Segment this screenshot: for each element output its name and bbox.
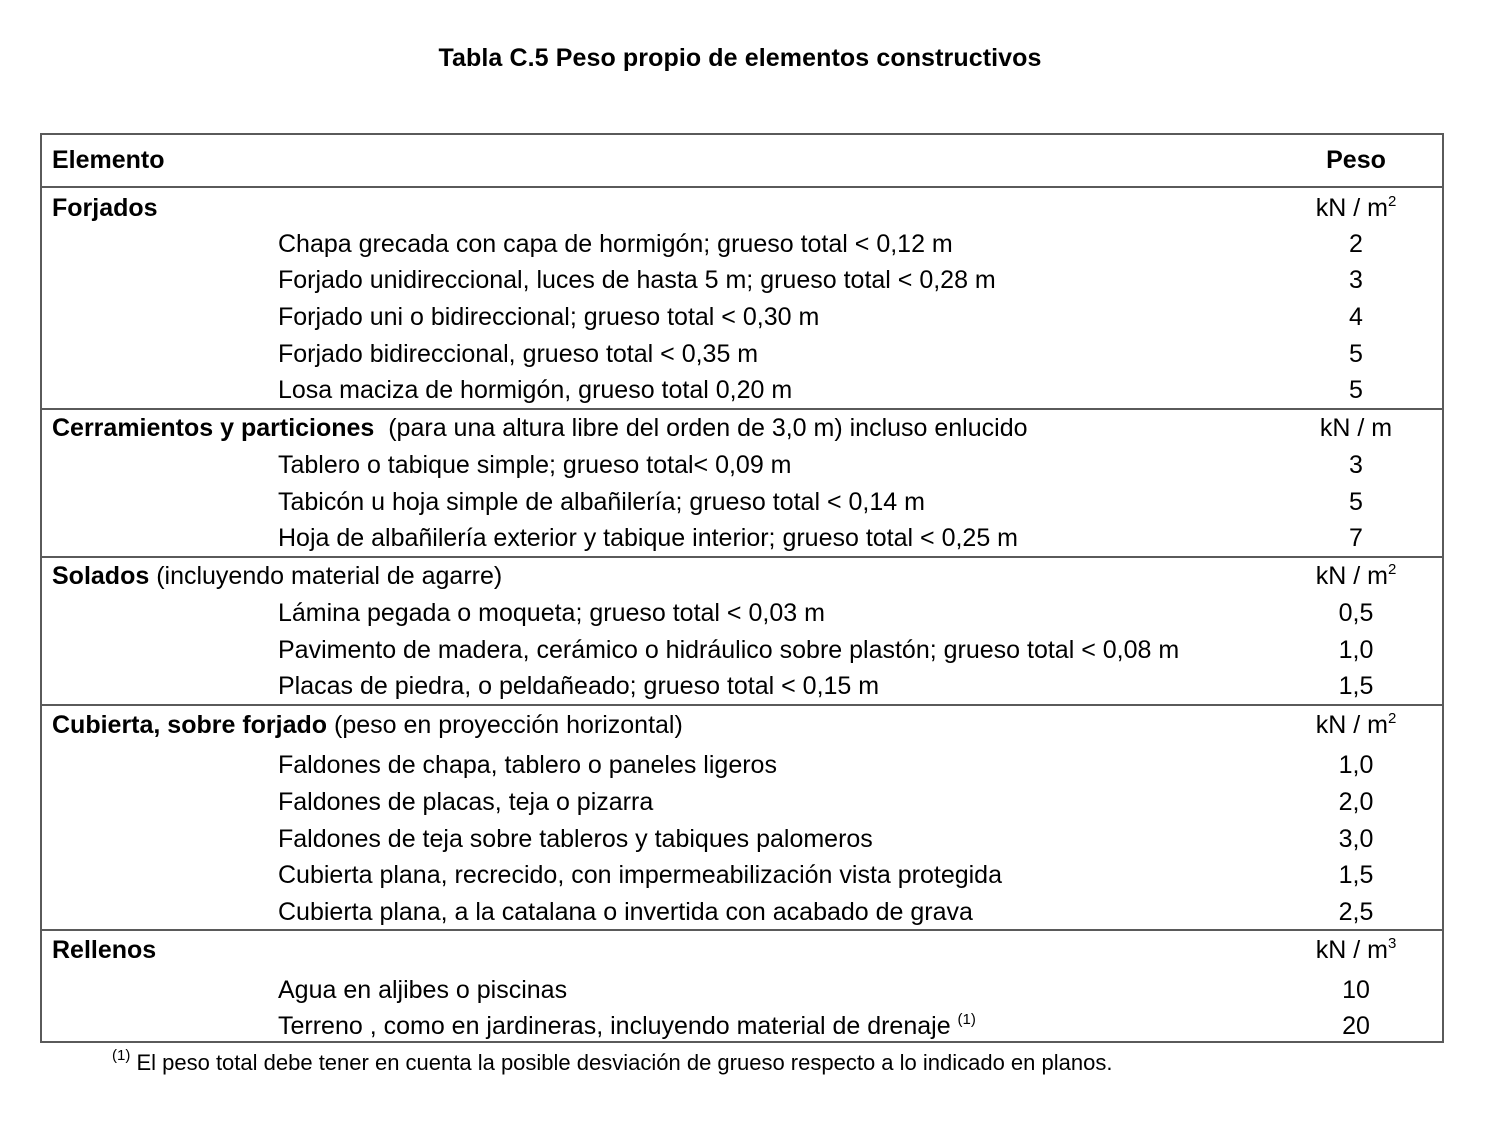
item-label: Terreno , como en jardineras, incluyendo material de drenaje $^{(1)}$ [278, 1011, 976, 1040]
item-value: 5 [1349, 376, 1363, 404]
header-element: Elemento [52, 146, 165, 174]
item-value: 1,0 [1338, 636, 1374, 664]
item-value: 3 [1349, 451, 1363, 479]
item-value: 20 [1342, 1012, 1370, 1040]
item-label: Tablero o tabique simple; grueso total< 0,09 m [278, 451, 792, 479]
item-value: 2,0 [1338, 788, 1374, 816]
item-label: Faldones de placas, teja o pizarra [278, 788, 654, 816]
item-value: 1,0 [1338, 751, 1374, 779]
section-name: Cubierta, sobre forjado (peso en proyección horizontal) [52, 711, 683, 739]
item-value: 1,5 [1338, 672, 1374, 700]
item-label: Faldones de teja sobre tableros y tabiques palomeros [278, 825, 873, 853]
item-label: Losa maciza de hormigón, grueso total 0,20 m [278, 376, 793, 404]
header-weight: Peso [1326, 146, 1386, 174]
divider [42, 186, 1442, 188]
item-value: 2,5 [1338, 898, 1374, 926]
item-value: 3 [1349, 266, 1363, 294]
item-value: 5 [1349, 340, 1363, 368]
section-unit: kN / $m^3$ [1315, 935, 1397, 964]
item-label: Cubierta plana, a la catalana o invertida con acabado de grava [278, 898, 973, 926]
item-value: 1,5 [1338, 861, 1374, 889]
item-label: Placas de piedra, o peldañeado; grueso total < 0,15 m [278, 672, 880, 700]
item-label: Cubierta plana, recrecido, con impermeabilización vista protegida [278, 861, 1002, 889]
item-label: Agua en aljibes o piscinas [278, 976, 568, 1004]
item-label: Forjado bidireccional, grueso total < 0,35 m [278, 340, 759, 368]
section-unit: kN / m [1319, 414, 1393, 442]
item-value: 4 [1349, 303, 1363, 331]
item-label: Lámina pegada o moqueta; grueso total < 0,03 m [278, 599, 825, 627]
section-name: Cerramientos y particiones (para una altura libre del orden de 3,0 m) incluso enlucido [52, 414, 1028, 442]
item-label: Pavimento de madera, cerámico o hidráulico sobre plastón; grueso total < 0,08 m [278, 636, 1180, 664]
section-unit: kN / $m^2$ [1315, 710, 1397, 739]
item-label: Hoja de albañilería exterior y tabique interior; grueso total < 0,25 m [278, 524, 1019, 552]
item-value: 2 [1349, 230, 1363, 258]
divider [42, 408, 1442, 410]
section-unit: kN / $m^2$ [1315, 561, 1397, 590]
item-value: 7 [1349, 524, 1363, 552]
divider [42, 556, 1442, 558]
section-name: Solados (incluyendo material de agarre) [52, 562, 503, 590]
section-name: Rellenos [52, 936, 157, 964]
weights-table [40, 133, 1444, 1043]
item-label: Chapa grecada con capa de hormigón; grueso total < 0,12 m [278, 230, 953, 258]
item-label: Forjado unidireccional, luces de hasta 5 m; grueso total < 0,28 m [278, 266, 996, 294]
divider [42, 929, 1442, 931]
section-name: Forjados [52, 194, 158, 222]
divider [42, 704, 1442, 706]
item-value: 10 [1342, 976, 1370, 1004]
item-value: 5 [1349, 488, 1363, 516]
item-label: Faldones de chapa, tablero o paneles ligeros [278, 751, 777, 779]
item-value: 3,0 [1338, 825, 1374, 853]
item-value: 0,5 [1338, 599, 1374, 627]
item-label: Forjado uni o bidireccional; grueso total < 0,30 m [278, 303, 820, 331]
item-label: Tabicón u hoja simple de albañilería; grueso total < 0,14 m [278, 488, 925, 516]
section-unit: kN / $m^2$ [1315, 193, 1397, 222]
table-title: Tabla C.5 Peso propio de elementos constructivos [438, 44, 1042, 72]
footnote-marker: (1) [957, 1011, 976, 1028]
footnote: $^{(1)}$ El peso total debe tener en cuenta la posible desviación de grueso respecto a lo indicado en planos. [112, 1047, 1113, 1075]
